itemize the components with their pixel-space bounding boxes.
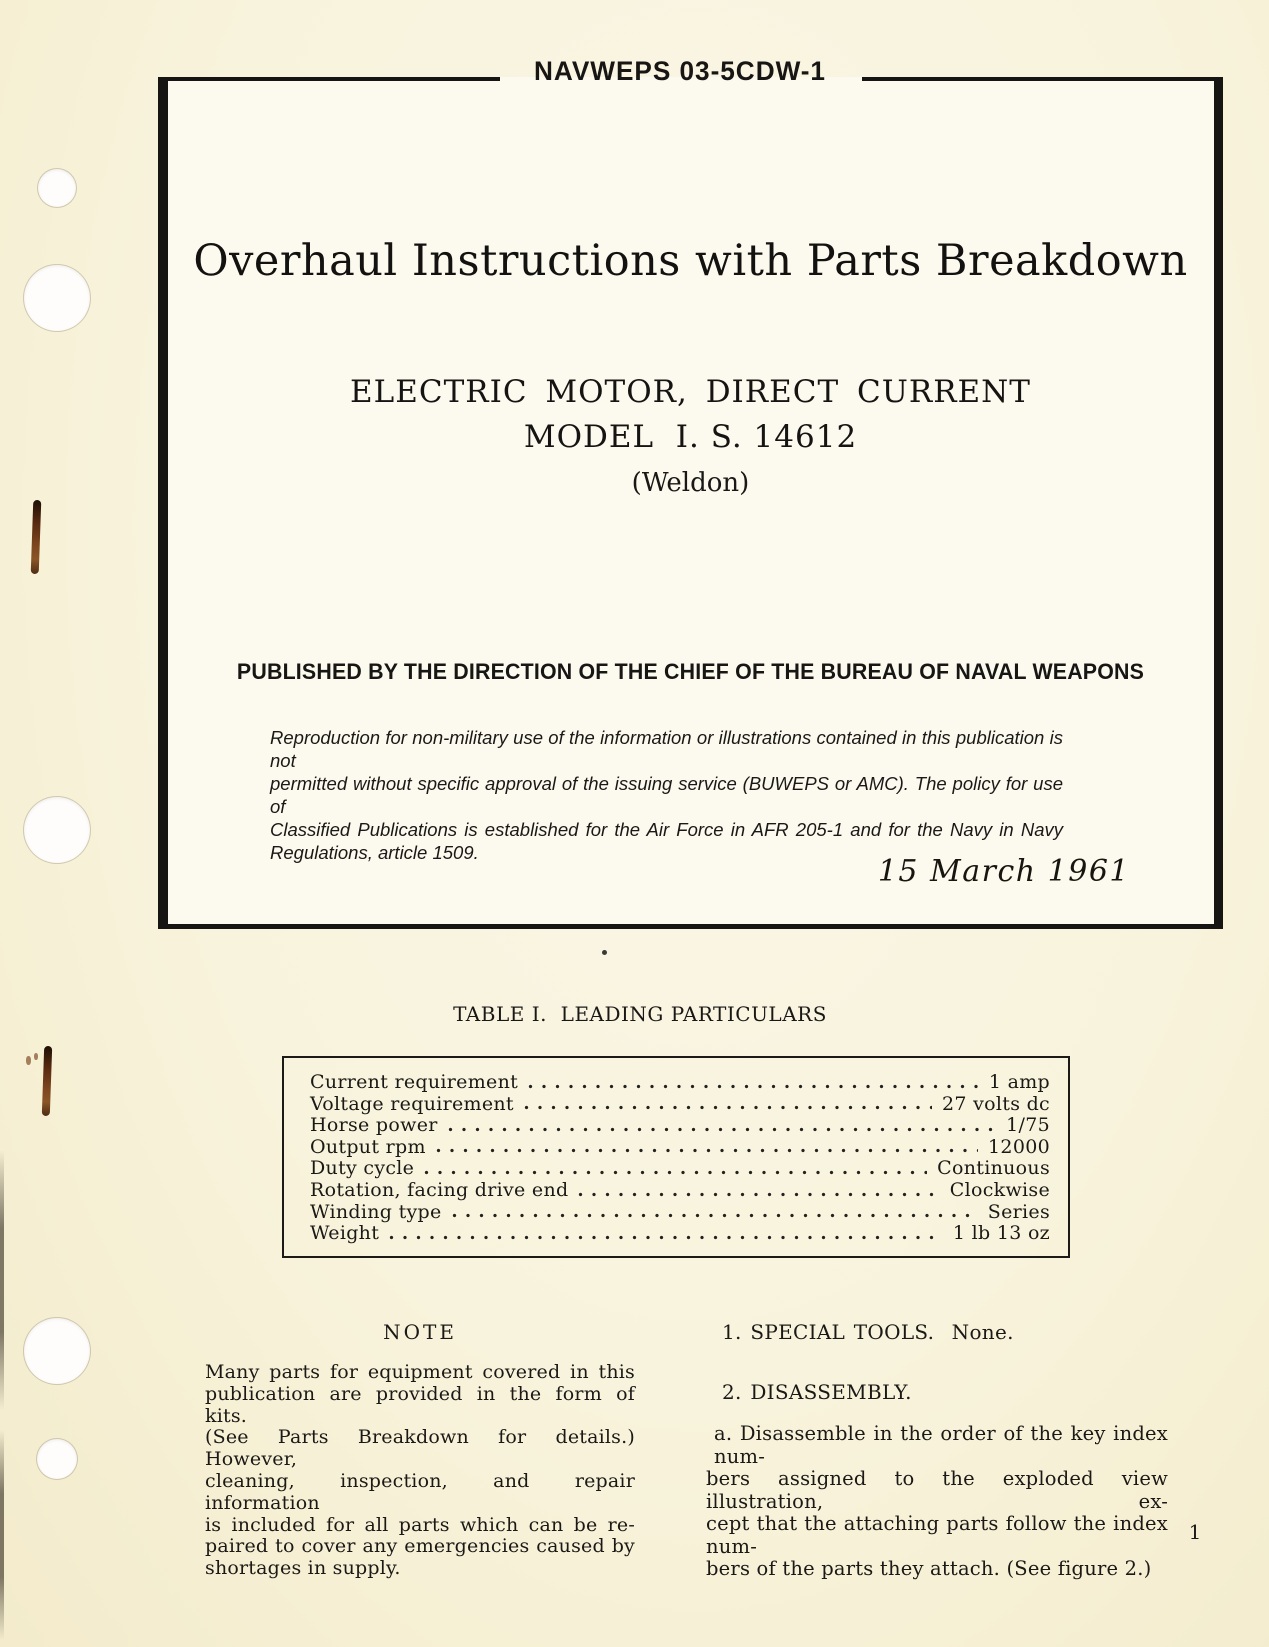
table-row (310, 1179, 1050, 1201)
row-label: Rotation, facing drive end (310, 1178, 569, 1201)
note-line: cleaning, inspection, and repair information (205, 1469, 635, 1514)
note-line: is included for all parts which can be re- (205, 1513, 635, 1536)
table-row (310, 1157, 1050, 1179)
row-value: Continuous (937, 1157, 1050, 1180)
manufacturer-name: (Weldon) (631, 468, 750, 498)
punch-hole (37, 1439, 77, 1479)
notice-line: permitted without specific approval of the issuing service (BUWEPS or AMC). The policy for use of (270, 773, 1063, 817)
punch-hole (38, 169, 76, 207)
row-value: 1/75 (1006, 1114, 1050, 1137)
dot-leader (436, 1148, 978, 1153)
row-label: Current requirement (310, 1071, 519, 1093)
binder-mark (42, 1046, 52, 1116)
note-line: shortages in supply. (205, 1557, 401, 1580)
leading-particulars-table (282, 1056, 1070, 1258)
document-title: Overhaul Instructions with Parts Breakdown (193, 236, 1188, 286)
row-value: Clockwise (949, 1178, 1050, 1201)
punch-hole (24, 265, 90, 331)
notice-line: Classified Publications is established for the Air Force in AFR 205-1 and for the Navy in Navy (270, 819, 1063, 840)
row-label: Output rpm (310, 1135, 426, 1158)
notice-line: Reproduction for non-military use of the information or illustrations contained in this publication is not (270, 727, 1063, 771)
disassembly-line: cept that the attaching parts follow the index num- (706, 1512, 1168, 1558)
row-label: Winding type (310, 1200, 442, 1223)
disassembly-paragraph (706, 1423, 1168, 1581)
note-section (205, 1320, 635, 1580)
binder-mark-speck (34, 1053, 38, 1060)
issue-date: 15 March 1961 (877, 854, 1130, 889)
table-row (310, 1071, 1050, 1093)
disassembly-line: bers assigned to the exploded view illustration, ex- (706, 1467, 1168, 1513)
table-title: TABLE I. LEADING PARTICULARS (453, 1002, 827, 1026)
row-label: Voltage requirement (310, 1092, 514, 1115)
special-tools-item: 1. SPECIAL TOOLS. None. (722, 1320, 1014, 1344)
punch-hole (24, 1318, 90, 1384)
subject-line-2: MODEL I. S. 14612 (523, 419, 858, 455)
subject-line-1: ELECTRIC MOTOR, DIRECT CURRENT (350, 374, 1031, 410)
binder-mark-speck (26, 1056, 31, 1065)
note-line: Many parts for equipment covered in this (205, 1361, 635, 1383)
table-row (310, 1222, 1050, 1244)
note-line: publication are provided in the form of kits. (205, 1382, 635, 1427)
table-row (310, 1114, 1050, 1136)
notice-line: Regulations, article 1509. (270, 842, 479, 863)
row-value: Series (987, 1200, 1050, 1223)
note-line: paired to cover any emergencies caused by (205, 1535, 635, 1558)
disassembly-heading: 2. DISASSEMBLY. (722, 1380, 912, 1404)
table-row (310, 1136, 1050, 1158)
page-number: 1 (1188, 1520, 1202, 1544)
dot-leader (389, 1235, 943, 1240)
disassembly-line: a. Disassemble in the order of the key index num- (714, 1422, 1168, 1468)
row-value: 1 lb 13 oz (952, 1222, 1050, 1245)
binder-mark (31, 500, 42, 574)
row-value: 1 amp (988, 1071, 1050, 1093)
dot-leader (424, 1170, 927, 1175)
note-body (205, 1362, 635, 1580)
dot-leader (524, 1105, 932, 1110)
document-number: NAVWEPS 03-5CDW-1 (533, 56, 826, 86)
table-row (310, 1093, 1050, 1115)
row-label: Weight (310, 1222, 380, 1245)
scan-edge-artifact (0, 1430, 4, 1640)
instructions-section (706, 1320, 1168, 1581)
punch-hole (24, 797, 90, 863)
row-label: Duty cycle (310, 1157, 415, 1180)
reproduction-notice (270, 726, 1063, 864)
scan-dot-artifact (602, 950, 607, 955)
scan-edge-artifact (0, 1150, 4, 1410)
row-label: Horse power (310, 1114, 438, 1137)
dot-leader (578, 1192, 939, 1197)
dot-leader (448, 1127, 997, 1132)
row-value: 12000 (988, 1135, 1050, 1158)
dot-leader (452, 1213, 978, 1218)
dot-leader (528, 1084, 979, 1089)
disassembly-line: bers of the parts they attach. (See figure 2.) (706, 1557, 1152, 1580)
note-heading: NOTE (383, 1320, 457, 1344)
note-line: (See Parts Breakdown for details.) However, (205, 1426, 635, 1471)
published-by-line: PUBLISHED BY THE DIRECTION OF THE CHIEF OF THE BUREAU OF NAVAL WEAPONS (236, 659, 1145, 684)
table-row (310, 1201, 1050, 1223)
row-value: 27 volts dc (942, 1092, 1050, 1115)
